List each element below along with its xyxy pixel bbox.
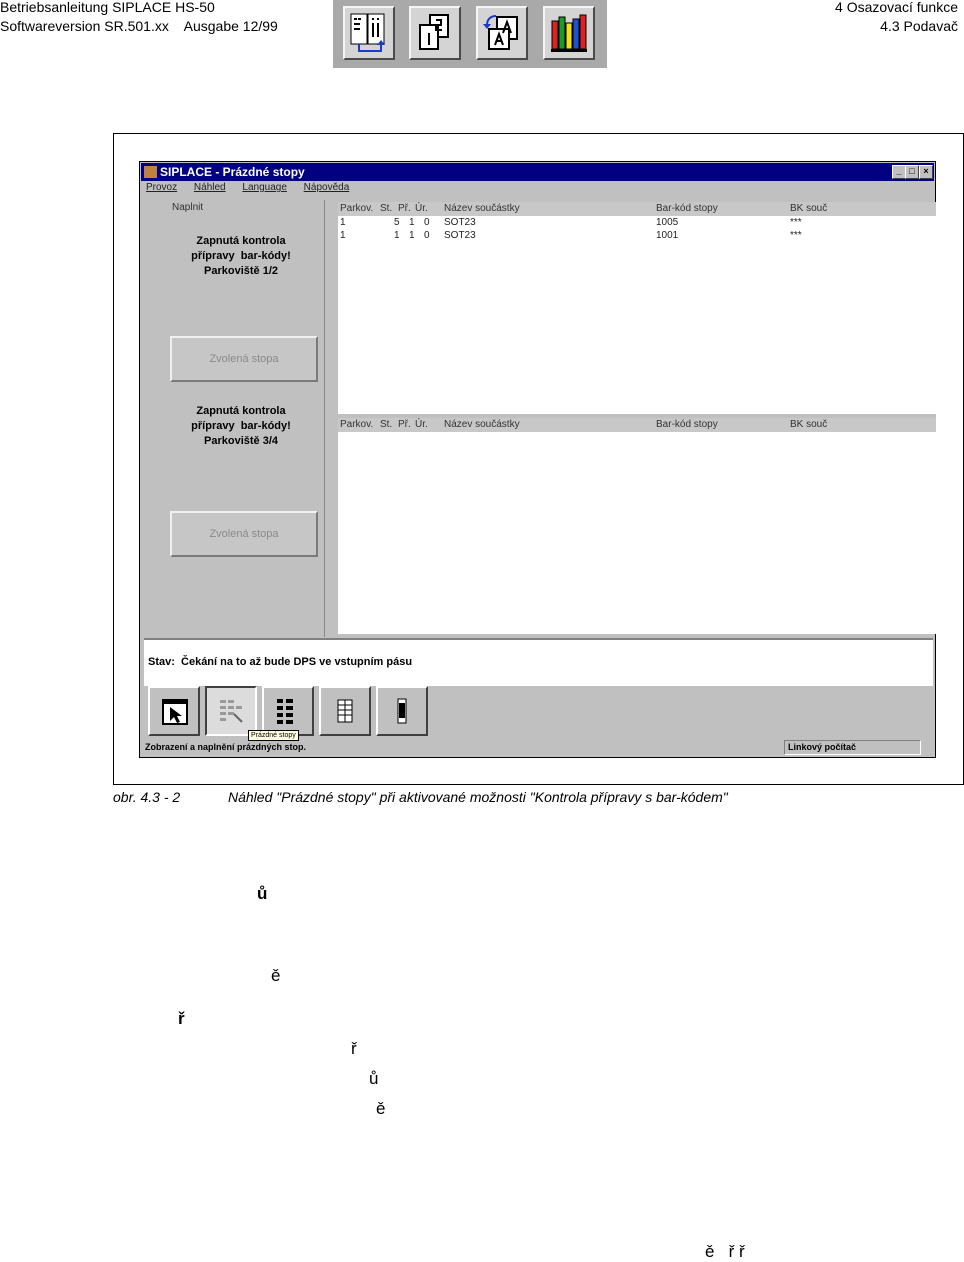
pointer-icon: [161, 698, 189, 726]
selected-track-button-2[interactable]: Zvolená stopa: [170, 511, 318, 557]
empty-tracks-button[interactable]: [205, 686, 257, 736]
menu-language[interactable]: Language: [242, 182, 287, 193]
figure-caption: [113, 789, 728, 805]
status-panel: [144, 638, 933, 686]
track-grid-button[interactable]: [262, 686, 314, 736]
view-toolbar: [144, 686, 933, 738]
glyph: ě ř ř: [705, 1242, 745, 1261]
status-bar: [142, 740, 933, 755]
empty-tracks-table-1[interactable]: [338, 202, 936, 414]
glyph: ů: [369, 1069, 379, 1088]
glyph: ů: [257, 884, 268, 903]
index-button[interactable]: [476, 6, 528, 60]
statusbar-line-computer: Linkový počítač: [784, 740, 921, 755]
siplace-window: [139, 161, 936, 758]
figure-number: obr. 4.3 - 2: [113, 789, 181, 805]
status-text: Stav: Čekání na to až bude DPS ve vstupním pásu: [148, 656, 413, 668]
app-icon: [144, 166, 157, 178]
empty-tracks-icon: [218, 698, 246, 726]
contents-button[interactable]: [343, 6, 395, 60]
track-grid-icon: [275, 698, 303, 726]
minimize-button[interactable]: _: [892, 165, 906, 179]
pages-button[interactable]: [409, 6, 461, 60]
tooltip: Prázdné stopy: [248, 730, 299, 741]
pointer-button[interactable]: [148, 686, 200, 736]
table-icon: [332, 698, 360, 726]
barcode-check-notice-1: Zapnutá kontrola přípravy bar-kódy! Parkoviště 1/2: [191, 235, 291, 277]
empty-tracks-table-2[interactable]: [338, 418, 936, 634]
title-bar[interactable]: [141, 163, 934, 181]
feeder-icon: [389, 698, 417, 726]
close-button[interactable]: ×: [919, 165, 933, 179]
table-header: Parkov. St. Př. Úr. Název součástky Bar-kód stopy BK souč: [338, 202, 936, 216]
header-left: [0, 0, 278, 36]
glyph: ě: [376, 1099, 386, 1118]
index-icon: [481, 11, 523, 55]
software-version: Softwareversion SR.501.xx Ausgabe 12/99: [0, 18, 278, 34]
header-right: [835, 0, 958, 36]
library-button[interactable]: [543, 6, 595, 60]
feeder-button[interactable]: [376, 686, 428, 736]
manual-title: Betriebsanleitung SIPLACE HS-50: [0, 0, 215, 15]
table-view-button[interactable]: [319, 686, 371, 736]
menu-nahled[interactable]: Náhled: [193, 182, 226, 193]
selected-track-button-1[interactable]: Zvolená stopa: [170, 336, 318, 382]
library-icon: [548, 11, 590, 55]
chapter-title: 4 Osazovací funkce: [835, 0, 958, 15]
contents-icon: [348, 11, 390, 55]
statusbar-hint: Zobrazení a naplnění prázdných stop.: [145, 742, 307, 752]
menu-bar: [146, 182, 363, 198]
pages-icon: [414, 11, 456, 55]
maximize-button[interactable]: □: [905, 165, 919, 179]
menu-provoz[interactable]: Provoz: [146, 182, 178, 193]
glyph: ě: [271, 966, 281, 985]
section-title: 4.3 Podavač: [880, 18, 958, 34]
navigation-toolbar: [333, 0, 607, 68]
fill-pane: [146, 200, 325, 637]
menu-napoveda[interactable]: Nápověda: [303, 182, 350, 193]
glyph: ř: [178, 1009, 185, 1028]
glyph: ř: [351, 1039, 357, 1058]
barcode-check-notice-2: Zapnutá kontrola přípravy bar-kódy! Parkoviště 3/4: [191, 405, 291, 447]
table-row[interactable]: 1 5 1 0 SOT23 1005 ***: [340, 217, 802, 228]
fill-pane-header: Naplnit: [172, 202, 204, 213]
table-row[interactable]: 1 1 1 0 SOT23 1001 ***: [340, 230, 802, 241]
figure-caption-text: Náhled "Prázdné stopy" při aktivované možnosti "Kontrola přípravy s bar-kódem": [228, 789, 728, 805]
table-header: Parkov. St. Př. Úr. Název součástky Bar-kód stopy BK souč: [338, 418, 936, 432]
window-title: SIPLACE - Prázdné stopy: [160, 165, 305, 179]
